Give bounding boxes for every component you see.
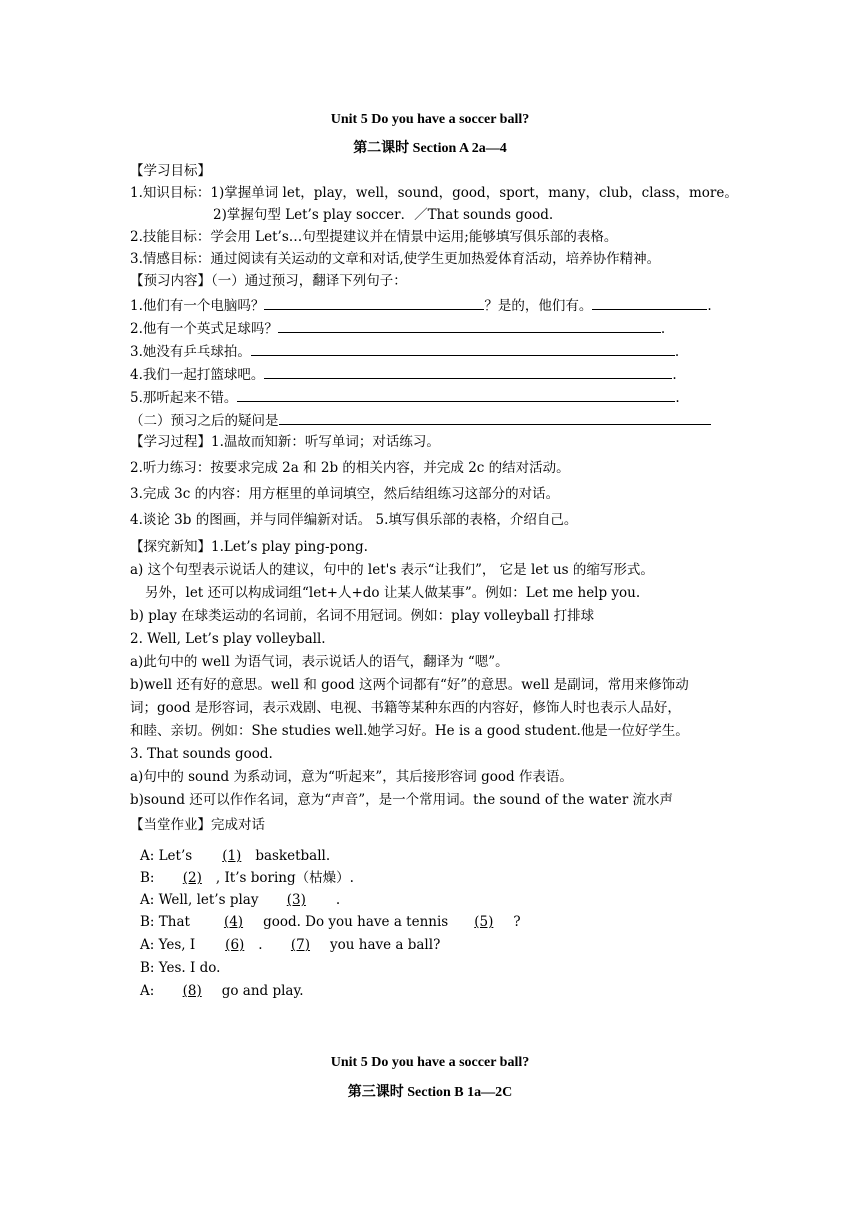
unit-title: Unit 5 Do you have a soccer ball? [330,112,530,127]
answer-blank [279,410,711,425]
preview-item-4: 4.我们一起打篮球吧。 . [130,364,677,384]
preview-questions [130,410,711,430]
dialogue-line-3 [140,891,340,909]
dialogue-text: . [335,892,341,908]
dialogue-text: good. Do you have a tennis [263,914,449,930]
process-header: 【学习过程】1.温故而知新：听写单词；对话练习。 [130,434,440,450]
goals-header: 【学习目标】 [130,163,211,179]
dialogue-blank-6: (6) [225,937,245,953]
dialogue-line-7 [140,982,304,1000]
process-step-2: 2.听力练习：按要求完成 2a 和 2b 的相关内容，并完成 2c 的结对活动。 [130,460,570,476]
dialogue-text: go and play. [221,983,304,999]
preview-header: 【预习内容】（一）通过预习，翻译下列句子： [130,273,407,289]
answer-blank [278,318,661,333]
answer-blank [592,295,707,310]
dialogue-text: A: [140,983,159,999]
dialogue-blank-4: (4) [223,914,244,930]
dialogue-text: . [258,937,267,953]
answer-blank [264,295,484,310]
explore-2b-line1: b)well 还有好的意思。well 和 good 这两个词都有“好”的意思。well 是副词，常用来修饰动 [130,677,689,693]
dialogue-blank-2: (2) [182,870,202,886]
explore-2b-line3: 和睦、亲切。例如：She studies well.她学习好。He is a good student.他是一位好学生。 [130,723,689,739]
dialogue-line-4 [140,913,521,931]
explore-header: 【探究新知】1.Let’s play ping-pong. [130,539,368,555]
explore-2b-line2: 词；good 是形容词，表示戏剧、电视、书籍等某种东西的内容好，修饰人时也表示人品好， [130,700,681,716]
dialogue-line-2 [140,869,354,887]
explore-3: 3. That sounds good. [130,746,273,762]
answer-blank [264,364,672,379]
goal-knowledge-sentence: 2)掌握句型 Let’s play soccer．／That sounds good. [213,207,554,223]
dialogue-line-1 [140,847,330,865]
preview-questions-text: （二）预习之后的疑问是 [130,413,279,429]
preview-item-5-text: 5.那听起来不错。 [130,390,238,406]
dialogue-text: A: Well, let’s play [140,892,263,908]
unit-title-2: Unit 5 Do you have a soccer ball? [330,1055,530,1070]
dialogue-text: ? [513,914,521,930]
process-step-4: 4.谈论 3b 的图画，并与同伴编新对话。 5.填写俱乐部的表格，介绍自己。 [130,512,578,528]
preview-item-3-text: 3.她没有乒乓球拍。 [130,344,251,360]
dialogue-line-6 [140,959,220,977]
lesson-title: 第二课时 Section A 2a—4 [353,141,507,156]
answer-blank [251,341,675,356]
explore-2: 2. Well, Let’s play volleyball. [130,631,326,647]
dialogue-text: B: That [140,914,190,930]
dialogue-blank-8: (8) [182,983,202,999]
explore-1c: b) play 在球类运动的名词前，名词不用冠词。例如：play volleyball 打排球 [130,608,595,624]
explore-2a: a)此句中的 well 为语气词，表示说话人的语气，翻译为 “嗯”。 [130,654,509,670]
lesson-title-2: 第三课时 Section B 1a—2C [347,1085,513,1100]
preview-item-4-text: 4.我们一起打篮球吧。 [130,367,265,383]
process-step-3: 3.完成 3c 的内容：用方框里的单词填空，然后结组练习这部分的对话。 [130,486,560,502]
preview-item-1: 1.他们有一个电脑吗？ ？是的，他们有。 . [130,295,712,315]
dialogue-text: A: Let’s [140,848,193,864]
answer-blank [237,387,675,402]
preview-item-2-text: 2.他有一个英式足球吗？ [130,321,278,337]
dialogue-blank-3: (3) [286,892,306,908]
goal-skill: 2.技能目标：学会用 Let’s…句型提建议并在情景中运用;能够填写俱乐部的表格。 [130,229,618,245]
dialogue-text: B: Yes. I do. [140,960,221,976]
goal-emotion: 3.情感目标：通过阅读有关运动的文章和对话,使学生更加热爱体育活动，培养协作精神。 [130,251,661,267]
dialogue-blank-5: (5) [474,914,494,930]
dialogue-line-5 [140,936,440,954]
goal-knowledge: 1.知识目标：1)掌握单词 let，play，well，sound，good，sport，many，club，class，more。 [130,185,738,201]
dialogue-blank-7: (7) [290,937,311,953]
dialogue-text: B: [140,870,159,886]
explore-1b: 另外，let 还可以构成词组“let+人+do 让某人做某事”。例如：Let me help you. [145,585,641,601]
explore-3a: a)句中的 sound 为系动词，意为“听起来”，其后接形容词 good 作表语。 [130,769,573,785]
preview-item-5: 5.那听起来不错。 . [130,387,680,407]
dialogue-text: A: Yes, I [140,937,196,953]
homework-header: 【当堂作业】完成对话 [130,817,265,833]
dialogue-blank-1: (1) [222,848,242,864]
explore-1a: a) 这个句型表示说话人的建议，句中的 let's 表示“让我们”， 它是 let us 的缩写形式。 [130,562,654,578]
dialogue-text: you have a ball? [330,937,441,953]
dialogue-text: basketball. [255,848,331,864]
preview-item-1-reply: ？是的，他们有。 [484,298,593,314]
preview-item-2: 2.他有一个英式足球吗？ . [130,318,665,338]
preview-item-1-text: 1.他们有一个电脑吗？ [130,298,265,314]
preview-item-3: 3.她没有乒乓球拍。 . [130,341,679,361]
dialogue-text: , It’s boring（枯燥）. [215,870,354,886]
explore-3b: b)sound 还可以作作名词，意为“声音”，是一个常用词。the sound of the water 流水声 [130,792,673,808]
